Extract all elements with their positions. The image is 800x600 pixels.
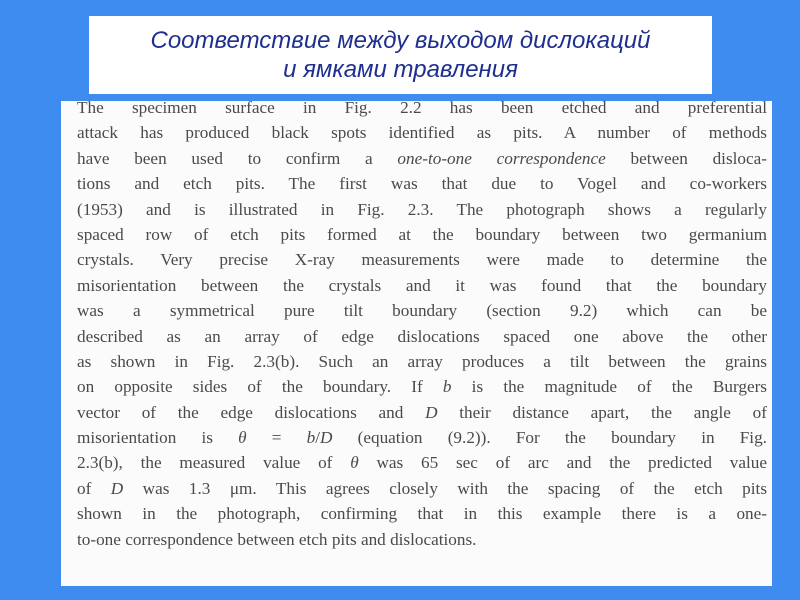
text-line: was a symmetrical pure tilt boundary (section 9.2) which can be <box>77 301 767 321</box>
italic-term: D <box>110 478 124 498</box>
text-line: on opposite sides of the boundary. If b is the magnitude of the Burgers <box>77 377 767 397</box>
italic-term: D <box>425 402 438 422</box>
text-line: as shown in Fig. 2.3(b). Such an array produces a tilt between the grains <box>77 351 767 371</box>
text-line: 2.3(b), the measured value of θ was 65 sec of arc and the predicted value <box>77 453 767 473</box>
italic-term: b <box>306 428 316 448</box>
italic-term: b <box>442 377 452 397</box>
text-line: shown in the photograph, confirming that in this example there is a one- <box>77 504 767 524</box>
slide-title-line-1: Соответствие между выходом дислокаций <box>150 27 651 54</box>
text-line: vector of the edge dislocations and D their distance apart, the angle of <box>77 402 767 422</box>
text-line: of D was 1.3 μm. This agrees closely with the spacing of the etch pits <box>77 478 768 498</box>
text-line: (1953) and is illustrated in Fig. 2.3. The photograph shows a regularly <box>77 199 767 219</box>
excerpt-paragraph <box>77 98 768 552</box>
book-page-excerpt <box>61 98 772 586</box>
text-line: The specimen surface in Fig. 2.2 has been etched and preferential <box>77 98 767 117</box>
italic-term: D <box>320 428 333 448</box>
text-line: attack has produced black spots identified as pits. A number of methods <box>77 123 767 143</box>
text-line: have been used to confirm a one-to-one correspondence between disloca- <box>77 148 767 168</box>
slide-title-box <box>89 16 712 94</box>
text-line: described as an array of edge dislocations spaced one above the other <box>77 326 767 346</box>
slide-title-line-2: и ямками травления <box>283 56 518 83</box>
italic-term: one-to-one correspondence <box>397 148 606 168</box>
text-line: spaced row of etch pits formed at the boundary between two germanium <box>77 224 767 244</box>
italic-term: θ <box>350 453 359 473</box>
text-line: misorientation between the crystals and it was found that the boundary <box>77 275 767 295</box>
text-line: misorientation is θ = b/D (equation (9.2)). For the boundary in Fig. <box>77 428 767 448</box>
text-line: to-one correspondence between etch pits and dislocations. <box>77 529 477 549</box>
text-line: tions and etch pits. The first was that due to Vogel and co-workers <box>77 174 767 194</box>
italic-term: θ <box>238 428 247 448</box>
text-line: crystals. Very precise X-ray measurements were made to determine the <box>77 250 767 270</box>
